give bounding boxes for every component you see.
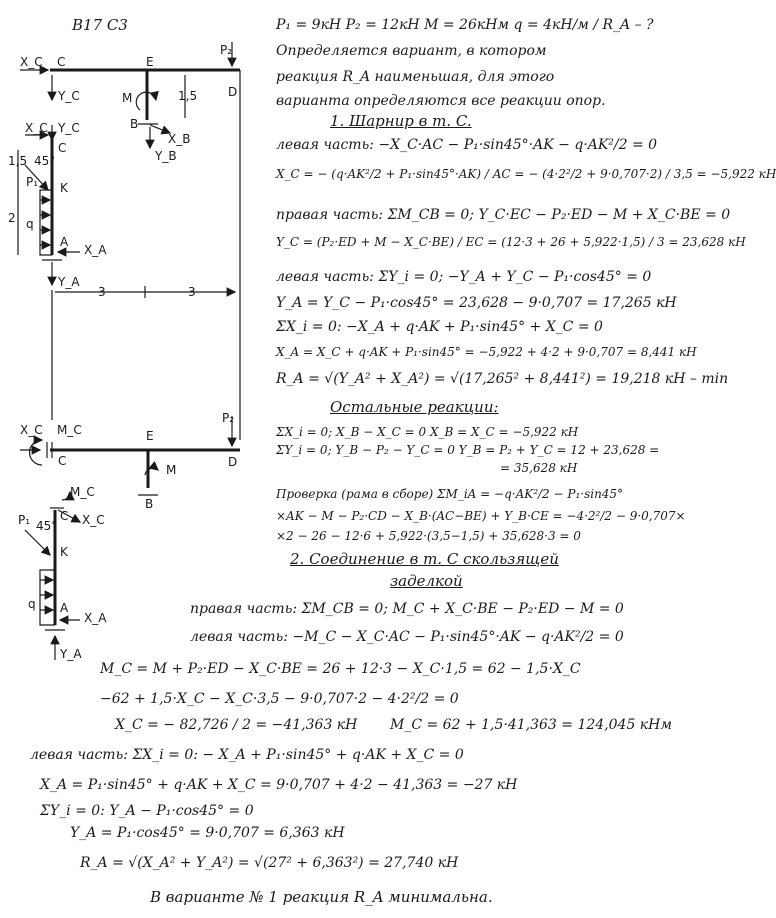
part2-ya-eq: Y_A = P₁·cos45° = 9·0,707 = 6,363 кН [70,825,345,841]
label-q: q [26,217,34,231]
label-a: A [60,235,69,249]
part1-title: 1. Шарнир в т. C. [330,112,472,130]
part2-xa-eq: X_A = P₁·sin45° + q·AK + X_C = 9·0,707 + 4·2 − 41,363 = −27 кН [40,777,518,793]
label-e: E [146,55,154,69]
label-p2-2: P₂ [222,411,235,425]
label-m: M [122,91,133,105]
label-xa-2: X_A [84,611,107,625]
label-e-2: E [146,429,154,443]
label-m-2: M [166,463,177,477]
givens: P₁ = 9кН P₂ = 12кН M = 26кНм q = 4кН/м / R_A – ? [276,17,654,33]
label-dim-3a: 3 [98,285,106,299]
part1-xc-eq: X_C = − (q·AK²/2 + P₁·sin45°·AK) / AC = − (4·2²/2 + 9·0,707·2) / 3,5 = −5,922 кН [276,167,776,181]
part2-sumx: левая часть: ΣX_i = 0: − X_A + P₁·sin45° + q·AK + X_C = 0 [30,747,464,763]
part1-right-eq: правая часть: ΣM_CB = 0; Y_C·EC − P₂·ED − M + X_C·BE = 0 [276,207,731,223]
label-k-2: K [60,545,68,559]
part2-xc-eq: X_C = − 82,726 / 2 = −41,363 кН [115,717,358,733]
label-ya-2: Y_A [60,647,82,661]
intro-line-3: варианта определяются все реакции опор. [276,93,606,109]
part1-left-eq: левая часть: −X_C·AC − P₁·sin45°·AK − q·AK²/2 = 0 [276,137,658,153]
label-dim-1-5: 1,5 [178,89,198,103]
label-b-2: B [145,497,154,511]
label-xa: X_A [84,243,107,257]
label-q-2: q [28,597,36,611]
label-xc-2: X_C [20,423,43,437]
part1-sumx: ΣX_i = 0: −X_A + q·AK + P₁·sin45° + X_C = 0 [276,319,603,335]
part1-ya-eq: Y_A = Y_C − P₁·cos45° = 23,628 − 9·0,707 = 17,265 кН [276,295,677,311]
label-xc-col-2: X_C [82,513,105,527]
label-mc-col-2: M_C [70,485,95,499]
part1-check-2: ×AK − M − P₂·CD − X_B·(AC−BE) + Y_B·CE = −4·2²/2 − 9·0,707× [276,509,686,523]
label-xb: X_B [168,132,191,146]
part2-sumy: ΣY_i = 0: Y_A − P₁·cos45° = 0 [40,803,254,819]
label-dim-1-5-col: 1,5 [8,154,28,168]
label-angle: 45° [34,154,56,168]
conclusion: В варианте № 1 реакция R_A минимальна. [150,888,493,906]
label-p1-2: P₁ [18,513,31,527]
part1-others-x: ΣX_i = 0; X_B − X_C = 0 X_B = X_C = −5,922 кН [276,425,579,439]
part1-xa-eq: X_A = X_C + q·AK + P₁·sin45° = −5,922 + 4·2 + 9·0,707 = 8,441 кН [276,345,697,359]
label-a-2: A [60,601,69,615]
label-mc-2: M_C [57,423,82,437]
part2-title-1: 2. Соединение в т. C скользящей [290,550,559,568]
label-p1: P₁ [26,175,39,189]
part1-check-1: Проверка (рама в сборе) ΣM_iA = −q·AK²/2 − P₁·sin45° [276,487,624,501]
label-dim-3b: 3 [188,285,196,299]
label-xc-col: X_C [25,121,48,135]
label-c-col-2: C [60,509,69,523]
label-k: K [60,181,68,195]
label-c: C [57,55,66,69]
label-b: B [130,117,139,131]
label-ya: Y_A [58,275,80,289]
label-c-2: C [58,454,67,468]
part2-title-2: заделкой [390,572,463,590]
part1-check-3: ×2 − 26 − 12·6 + 5,922·(3,5−1,5) + 35,628·3 = 0 [276,529,581,543]
part2-right-eq: правая часть: ΣM_CB = 0; M_C + X_C·BE − P₂·ED − M = 0 [190,601,624,617]
label-dim-2: 2 [8,211,16,225]
variant-title: B17 C3 [72,16,128,34]
part1-yc-eq: Y_C = (P₂·ED + M − X_C·BE) / EC = (12·3 + 26 + 5,922·1,5) / 3 = 23,628 кН [276,235,746,249]
part1-others-y2: = 35,628 кН [500,461,578,475]
label-p2: P₂ [220,43,233,57]
label-xc: X_C [20,55,43,69]
label-yb: Y_B [155,149,177,163]
part1-ra-eq: R_A = √(Y_A² + X_A²) = √(17,265² + 8,441²) = 19,218 кН – min [276,371,729,387]
part1-others-title: Остальные реакции: [330,398,499,416]
label-yc: Y_C [58,89,80,103]
part2-left-eq: левая часть: −M_C − X_C·AC − P₁·sin45°·AK − q·AK²/2 = 0 [190,629,624,645]
part2-ra-eq: R_A = √(X_A² + Y_A²) = √(27² + 6,363²) = 27,740 кН [80,855,459,871]
intro-line-1: Определяется вариант, в котором [276,43,547,59]
label-d-2: D [228,455,238,469]
part2-mc-eq: M_C = M + P₂·ED − X_C·BE = 26 + 12·3 − X_C·1,5 = 62 − 1,5·X_C [100,661,581,677]
label-yc-col: Y_C [58,121,80,135]
part2-sub-eq: −62 + 1,5·X_C − X_C·3,5 − 9·0,707·2 − 4·2²/2 = 0 [100,691,459,707]
label-angle-2: 45° [36,519,58,533]
part1-others-y: ΣY_i = 0; Y_B − P₂ − Y_C = 0 Y_B = P₂ + Y_C = 12 + 23,628 = [276,443,660,457]
part2-mc-val: M_C = 62 + 1,5·41,363 = 124,045 кНм [390,717,672,733]
label-d: D [228,85,238,99]
intro-line-2: реакция R_A наименьшая, для этого [276,69,555,85]
label-c-col: C [58,141,67,155]
part1-left-y: левая часть: ΣY_i = 0; −Y_A + Y_C − P₁·cos45° = 0 [276,269,652,285]
